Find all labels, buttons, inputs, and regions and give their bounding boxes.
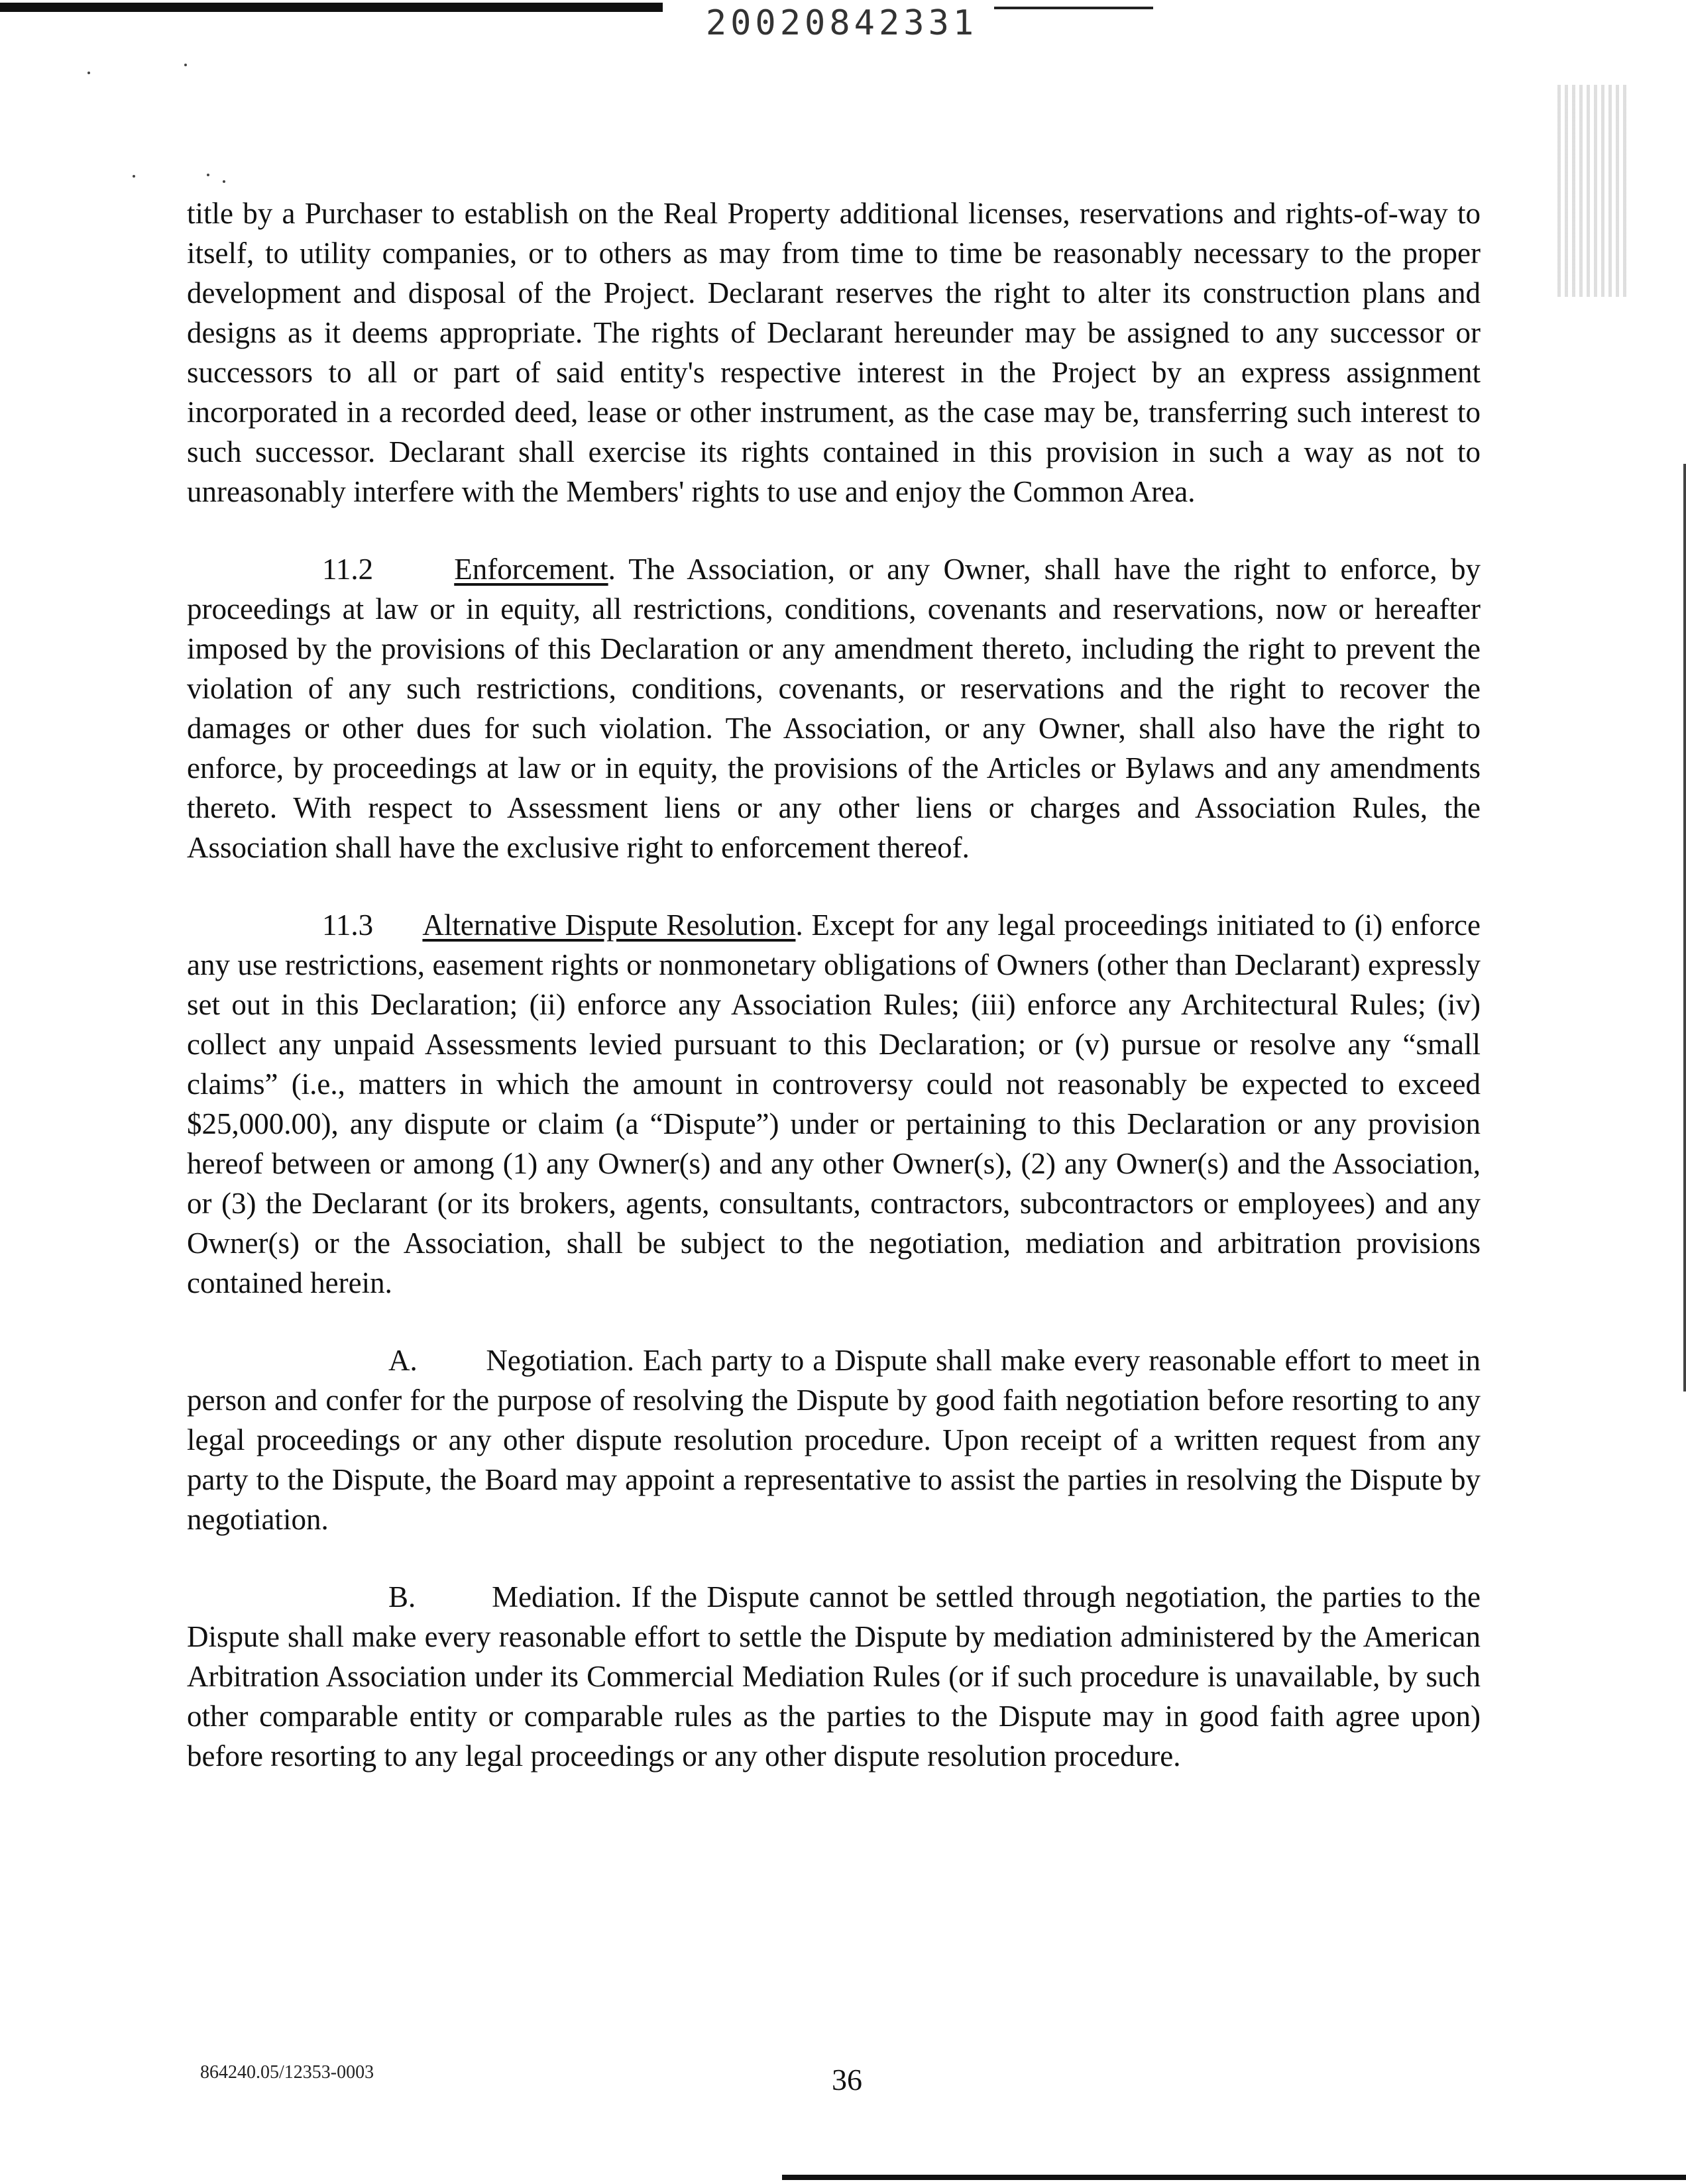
subsection-a (187, 1340, 1481, 1539)
section-11-2 (187, 549, 1481, 867)
section-title: Alternative Dispute Resolution (422, 908, 796, 942)
scan-speck (87, 72, 90, 74)
scan-speck (184, 64, 187, 66)
subsection-letter: B. (388, 1580, 416, 1613)
section-text: . Except for any legal proceedings initiated to (i) enforce any use restrictions, easement rights or nonmonetary obligations of Owners (other than Declarant) expressly set out in this Declaration; (ii) enforce any Association Rules; (iii) enforce any Architectural Rules; (iv) collect any unpaid Assessments levied pursuant to this Declaration; or (v) pursue or resolve any “small claims” (i.e., matters in which the amount in controversy could not reasonably be expected to exceed $25,000.00), any dispute or claim (a “Dispute”) under or pertaining to this Declaration or any provision hereof between or among (1) any Owner(s) and any other Owner(s), (2) any Owner(s) and the Association, or (3) the Declarant (or its brokers, agents, consultants, contractors, subcontractors or employees) and any Owner(s) or the Association, shall be subject to the negotiation, mediation and arbitration provisions contained herein. (187, 908, 1481, 1299)
section-title: Enforcement (454, 553, 608, 586)
section-11-3 (187, 905, 1481, 1303)
subsection-text: Negotiation. Each party to a Dispute shall make every reasonable effort to meet in person and confer for the purpose of resolving the Dispute by good faith negotiation before resorting to any legal proceedings or any other dispute resolution procedure. Upon receipt of a written request from any party to the Dispute, the Board may appoint a representative to assist the parties in resolving the Dispute by negotiation. (187, 1344, 1481, 1536)
subsection-text: Mediation. If the Dispute cannot be settled through negotiation, the parties to the Dispute shall make every reasonable effort to settle the Dispute by mediation administered by the American Arbitration Association under its Commercial Mediation Rules (or if such procedure is unavailable, by such other comparable entity or comparable rules as the parties to the Dispute may in good faith agree upon) before resorting to any legal proceedings or any other dispute resolution procedure. (187, 1580, 1481, 1773)
bottom-scan-rule (782, 2175, 1686, 2180)
footer-document-code: 864240.05/12353-0003 (200, 2062, 374, 2083)
top-scan-rule (0, 3, 663, 12)
subsection-b (187, 1577, 1481, 1776)
page-number: 36 (832, 2063, 862, 2097)
section-number: 11.3 (322, 908, 374, 942)
scan-speck (223, 180, 225, 183)
subsection-letter: A. (388, 1344, 418, 1377)
paragraph-continuation: title by a Purchaser to establish on the Real Property additional licenses, reservations and rights-of-way to itself, to utility companies, or to others as may from time to time be reasonably necessary to the proper development and disposal of the Project. Declarant reserves the right to alter its construction plans and designs as it deems appropriate. The rights of Declarant hereunder may be assigned to any successor or successors to all or part of said entity's respective interest in the Project by an express assignment incorporated in a recorded deed, lease or other instrument, as the case may be, transferring such interest to such successor. Declarant shall exercise its rights contained in this provision in such a way as not to unreasonably interfere with the Members' rights to use and enjoy the Common Area. (187, 197, 1481, 508)
side-barcode-stamp (1557, 85, 1630, 297)
right-scan-edge (1683, 464, 1686, 1392)
scan-speck (133, 175, 135, 178)
body-text (187, 193, 1481, 1814)
section-number: 11.2 (322, 553, 374, 586)
section-text: . The Association, or any Owner, shall have the right to enforce, by proceedings at law or in equity, all restrictions, conditions, covenants and reservations, now or hereafter imposed by the provisions of this Declaration or any amendment thereto, including the right to prevent the violation of any such restrictions, conditions, covenants, or reservations and the right to recover the damages or other dues for such violation. The Association, or any Owner, shall also have the right to enforce, by proceedings at law or in equity, the provisions of the Articles or Bylaws and any amendments thereto. With respect to Assessment liens or any other liens or charges and Association Rules, the Association shall have the exclusive right to enforcement thereof. (187, 553, 1481, 864)
scan-speck (207, 174, 209, 176)
recording-number: 20020842331 (705, 3, 978, 43)
